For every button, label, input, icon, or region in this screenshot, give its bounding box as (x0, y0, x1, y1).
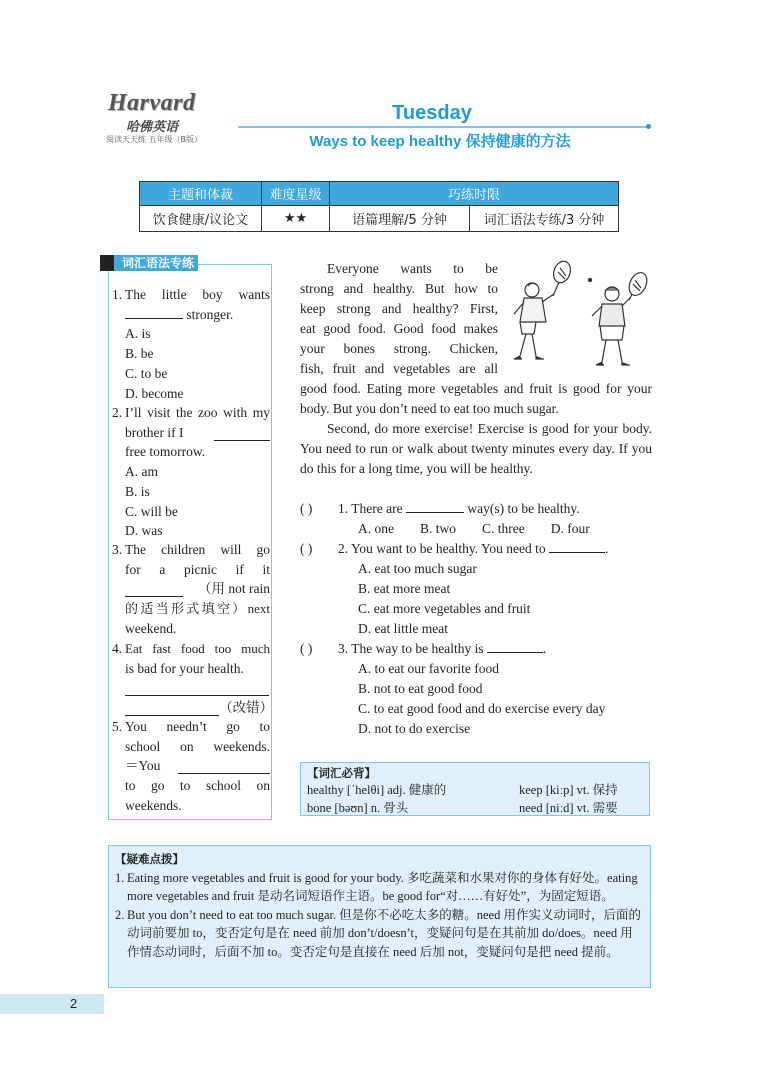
vocabulary-box (300, 762, 650, 816)
passage-line: your bones strong. Chicken, (300, 341, 498, 356)
reading-question-1 (300, 499, 656, 539)
note-item (115, 906, 644, 962)
passage-line: Everyone wants to be (327, 261, 498, 276)
option-d: D. four (550, 521, 590, 536)
vocabulary-entry: healthy [ˈhelθi] adj. 健康的 (307, 783, 447, 797)
option-d: D. become (125, 385, 184, 401)
note-number: 1. (115, 870, 125, 885)
question-text: for a picnic if it (125, 561, 270, 577)
question-text: is bad for your health. (125, 660, 244, 676)
passage-line: fish, fruit and vegetables are all (300, 361, 498, 376)
passage-line: keep strong and healthy? First, (300, 301, 498, 316)
option-b: B. be (125, 346, 154, 362)
option-c: C. will be (125, 503, 178, 519)
cell-stars: ★★ (262, 206, 330, 232)
question-text: free tomorrow. (125, 444, 206, 460)
question-text: school on weekends. (125, 738, 270, 754)
option-a: A. am (125, 464, 158, 480)
note-item (115, 869, 644, 906)
question-text: You needn’t go to (125, 719, 270, 734)
page-subtitle: Ways to keep healthy 保持健康的方法 (309, 133, 571, 150)
option-d: D. was (125, 523, 163, 539)
vocabulary-entry: bone [bəʊn] n. 骨头 (307, 801, 409, 815)
question-text: The little boy wants (125, 287, 270, 302)
reading-question-3 (300, 639, 656, 739)
question-text: weekends. (125, 797, 182, 813)
question-number: 5. (112, 719, 123, 734)
answer-blank[interactable] (178, 760, 270, 774)
question-text: . (542, 641, 547, 656)
option-b: B. not to eat good food (358, 681, 483, 696)
info-table (139, 181, 619, 232)
option-c: C. to be (125, 365, 168, 381)
answer-bracket[interactable]: ( ) (300, 501, 313, 516)
brand-title: Harvard (108, 90, 196, 116)
question-text: to go to school on (125, 778, 270, 794)
question-text: stronger. (186, 306, 234, 322)
question-number: 4. (112, 641, 123, 656)
question-text: （用 not rain (198, 581, 270, 597)
vocabulary-entry: keep [kiːp] vt. 保持 (519, 783, 618, 797)
answer-bracket[interactable]: ( ) (300, 541, 313, 556)
question-text: 的适当形式填空）next (125, 601, 270, 617)
note-text: But you don’t need to eat too much sugar. 但是你不必吃太多的糖。need 用作实义动词时，后面的动词前要加 to，变否定句是在 need 前加 don’t/doesn’t，变疑问句是在其前加 do/does。need 用作情态动词时，后面不加 to。变否定句是直接在 need 后加 not，变疑问句是把 need 提前。 (127, 907, 641, 959)
cell-grammar-time: 词汇语法专练/3 分钟 (470, 206, 619, 232)
answer-blank[interactable] (487, 639, 543, 653)
answer-blank[interactable] (549, 539, 605, 553)
grammar-question-1 (112, 285, 270, 403)
option-a: A. is (125, 326, 151, 342)
tennis-kids-illustration (502, 258, 652, 378)
cell-topic: 饮食健康/议论文 (140, 206, 262, 232)
answer-blank[interactable] (214, 427, 270, 441)
option-b: B. is (125, 483, 150, 499)
vocabulary-title: 【词汇必背】 (307, 766, 376, 780)
grammar-question-5 (112, 717, 270, 816)
title-divider (238, 126, 648, 128)
header-difficulty: 难度星级 (262, 182, 330, 206)
vocabulary-entry: need [niːd] vt. 需要 (519, 801, 618, 815)
option-d: D. eat little meat (358, 621, 448, 636)
passage-paragraph-2: Second, do more exercise! Exercise is good for your body. You need to run or walk about twenty minutes every day. If you do this for a long time, you will be healthy. (300, 421, 652, 476)
notes-box (108, 845, 651, 988)
answer-blank[interactable] (125, 583, 183, 597)
question-text: （改错） (219, 700, 274, 716)
header-topic: 主题和体裁 (140, 182, 262, 206)
option-b: B. two (420, 521, 457, 536)
option-a: A. eat too much sugar (358, 561, 477, 576)
question-text: weekend. (125, 620, 177, 636)
question-text: way(s) to be healthy. (467, 501, 580, 516)
passage-paragraph-1-top (300, 259, 498, 379)
cell-reading-time: 语篇理解/5 分钟 (330, 206, 470, 232)
option-c: C. eat more vegetables and fruit (358, 601, 531, 616)
question-number: 3. (112, 542, 123, 557)
option-d: D. not to do exercise (358, 721, 471, 736)
info-table-row (140, 206, 619, 232)
answer-line[interactable] (125, 682, 269, 696)
page-title: Tuesday (392, 102, 472, 124)
question-text: . (605, 541, 609, 556)
option-c: C. three (482, 521, 525, 536)
question-text: I’ll visit the zoo with my (125, 405, 270, 420)
vocabulary-row (307, 781, 643, 799)
question-text: 1. There are (338, 501, 403, 516)
question-text: Eat fast food too much (125, 641, 270, 656)
question-number: 2. (112, 405, 123, 420)
answer-line[interactable] (125, 702, 219, 716)
question-text: 3. The way to be healthy is (338, 641, 484, 656)
reading-question-2 (300, 539, 656, 639)
grammar-question-4 (112, 639, 274, 718)
grammar-section-label: 词汇语法专练 (100, 255, 198, 271)
question-number: 1. (112, 287, 123, 302)
option-c: C. to eat good food and do exercise every day (358, 701, 606, 716)
answer-blank[interactable] (406, 499, 464, 513)
brand-cn: 哈佛英语 (126, 120, 179, 135)
question-text: ＝You (125, 758, 161, 774)
grammar-question-2 (112, 403, 270, 541)
passage-line: eat good food. Good food makes (300, 321, 498, 336)
question-text: brother if I (125, 424, 184, 440)
note-text: Eating more vegetables and fruit is good for your body. 多吃蔬菜和水果对你的身体有好处。eating more vegetables and fruit 是动名词短语作主语。be good for“对……有好处”，为固定短语。 (127, 870, 638, 903)
brand-logo (104, 90, 240, 150)
option-a: A. one (358, 521, 394, 536)
note-number: 2. (115, 907, 125, 922)
header-time-limit: 巧练时限 (330, 182, 619, 206)
answer-bracket[interactable]: ( ) (300, 641, 313, 656)
option-a: A. to eat our favorite food (358, 661, 499, 676)
vocabulary-row (307, 799, 643, 817)
passage-line: strong and healthy. But how to (300, 281, 498, 296)
page-number: 2 (0, 994, 104, 1014)
title-divider-dot (646, 124, 651, 129)
grammar-question-3 (112, 540, 270, 639)
option-b: B. eat more meat (358, 581, 451, 596)
notes-title: 【疑难点拨】 (115, 852, 184, 866)
passage-paragraph-1-rest: good food. Eating more vegetables and fruit is good for your body. But you don’t need to eat too much sugar. (300, 381, 652, 416)
brand-subtitle: 阅读天天练 五年级（B版） (106, 135, 203, 144)
question-text: 2. You want to be healthy. You need to (338, 541, 546, 556)
question-text: The children will go (125, 542, 270, 557)
answer-blank[interactable] (125, 305, 183, 319)
info-table-header-row (140, 182, 619, 206)
